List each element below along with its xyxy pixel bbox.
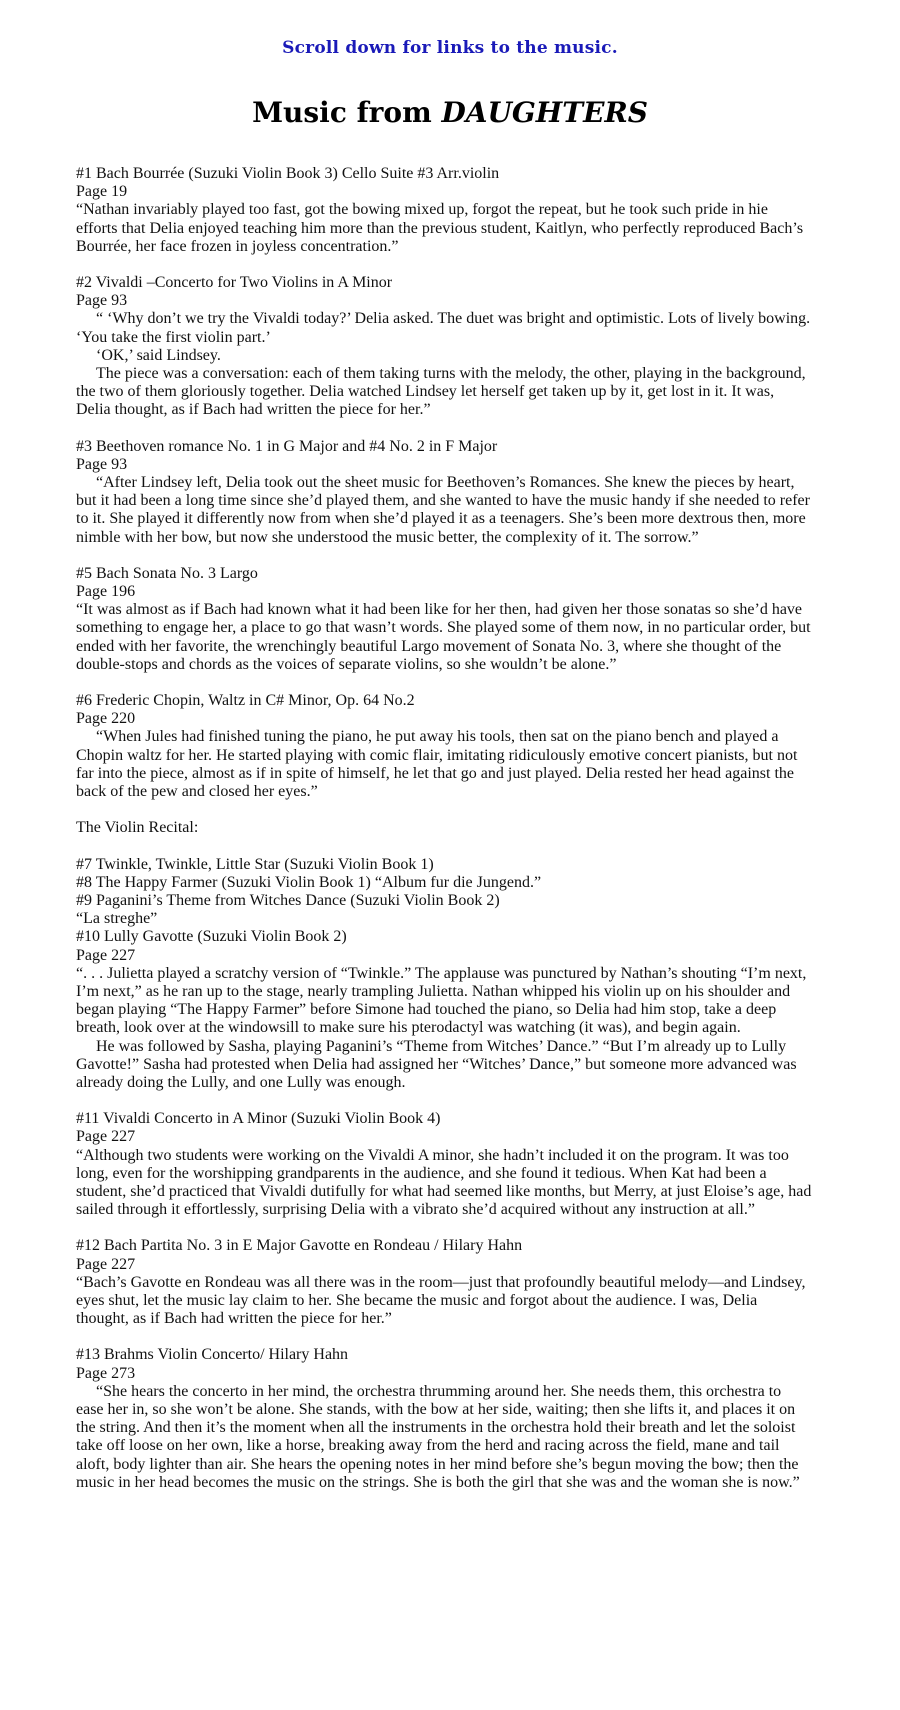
- recital-item: #8 The Happy Farmer (Suzuki Violin Book 1) “Album fur die Jungend.”: [76, 873, 542, 891]
- entry-heading: #5 Bach Sonata No. 3 Largo: [76, 564, 258, 582]
- entry-heading: #2 Vivaldi –Concerto for Two Violins in A Minor: [76, 274, 393, 292]
- violin-recital: [76, 819, 812, 1092]
- music-list: [76, 165, 812, 1510]
- entry-page: Page 19: [76, 183, 128, 201]
- music-entry-11: [76, 1110, 812, 1219]
- music-entry-3: [76, 438, 812, 547]
- entry-excerpt: “When Jules had finished tuning the piano, he put away his tools, then sat on the piano bench and played a Chopin waltz for her. He started playing with comic flair, imitating ridiculously emotive concert pianists, but not far into the piece, almost as if in spite of himself, he let that go and just played. Delia rested her head against the back of the pew and closed her eyes.”: [76, 728, 798, 801]
- entry-excerpt: ‘OK,’ said Lindsey.: [96, 346, 221, 364]
- entry-page: Page 227: [76, 1255, 136, 1273]
- entry-excerpt: “After Lindsey left, Delia took out the sheet music for Beethoven’s Romances. She knew the pieces by heart, but it had been a long time since she’d played them, and she wanted to have the music handy if she needed to refer to it. She played it differently now from when she’d played it as a teenagers. She’s been more dextrous then, more nimble with her bow, but now she understood the music better, the complexity of it. The sorrow.”: [76, 474, 810, 546]
- entry-excerpt: He was followed by Sasha, playing Paganini’s “Theme from Witches’ Dance.” “But I’m already up to Lully Gavotte!” Sasha had protested when Delia had assigned her “Witches’ Dance,” but someone more advanced was already doing the Lully, and one Lully was enough.: [76, 1037, 797, 1091]
- scroll-down-notice: Scroll down for links to the music.: [282, 38, 618, 58]
- entry-page: Page 93: [76, 455, 128, 473]
- music-entry-5: [76, 565, 812, 674]
- entry-excerpt: “She hears the concerto in her mind, the orchestra thrumming around her. She needs them, this orchestra to ease her in, so she won’t be alone. She stands, with the bow at her side, waiting; then she lifts it, and places it on the string. And then it’s the moment when all the instruments in the orchestra hold their breath and let the soloist take off loose on her own, like a horse, breaking away from the herd and racing across the field, mane and tail aloft, body lighter than air. She hears the opening notes in her mind before she’s begun moving the bow; then the music in her head becomes the music on the strings. She is both the girl that she was and the woman she is now.”: [76, 1382, 800, 1491]
- entry-excerpt: “Bach’s Gavotte en Rondeau was all there was in the room—just that profoundly beautiful melody—and Lindsey, eyes shut, let the music lay claim to her. She became the music and forgot about the audience. I was, Delia thought, as if Bach had written the piece for her.”: [76, 1273, 806, 1328]
- entry-excerpt: The piece was a conversation: each of them taking turns with the melody, the other, playing in the background, the two of them gloriously together. Delia watched Lindsey let herself get taken up by it, get lost in it. It was, Delia thought, as if Bach had written the piece for her.”: [76, 365, 806, 419]
- entry-excerpt: “. . . Julietta played a scratchy version of “Twinkle.” The applause was punctured by Nathan’s shouting “I’m next, I’m next,” as he ran up to the stage, nearly trampling Julietta. Nathan whipped his violin up on his shoulder and began playing “The Happy Farmer” before Simone had touched the piano, so Delia had him stop, take a deep breath, look over at the windowsill to make sure his pterodactyl was watching (it was), and begin again.: [76, 964, 807, 1037]
- music-entry-12: [76, 1237, 812, 1328]
- entry-heading: #12 Bach Partita No. 3 in E Major Gavotte en Rondeau / Hilary Hahn: [76, 1237, 523, 1255]
- music-entry-1: [76, 165, 812, 256]
- music-entry-6: [76, 692, 812, 801]
- entry-heading: #6 Frederic Chopin, Waltz in C# Minor, Op. 64 No.2: [76, 692, 415, 710]
- entry-excerpt: “It was almost as if Bach had known what it had been like for her then, had given her those sonatas so she’d have something to engage her, a place to go that wasn’t words. She played some of them now, in no particular order, but ended with her favorite, the wrenchingly beautiful Largo movement of Sonata No. 3, where she thought of the double-stops and chords as the voices of separate violins, so she wouldn’t be alone.”: [76, 601, 811, 673]
- entry-heading: #3 Beethoven romance No. 1 in G Major and #4 No. 2 in F Major: [76, 437, 498, 455]
- entry-excerpt: “Nathan invariably played too fast, got the bowing mixed up, forgot the repeat, but he took such pride in hie efforts that Delia enjoyed teaching him more than the previous student, Kaitlyn, who perfectly reproduced Bach’s Bourrée, her face frozen in joyless concentration.”: [76, 201, 804, 255]
- entry-heading: #11 Vivaldi Concerto in A Minor (Suzuki Violin Book 4): [76, 1110, 441, 1128]
- entry-excerpt: “Although two students were working on the Vivaldi A minor, she hadn’t included it on the program. It was too long, even for the worshipping grandparents in the audience, and she found it tedious. When Kat had been a student, she’d practiced that Vivaldi dutifully for what had seemed like months, but Merry, at just Eloise’s age, had sailed through it effortlessly, surprising Delia with a vibrato she’d acquired without any instruction at all.”: [76, 1146, 812, 1219]
- music-entry-2: [76, 274, 812, 420]
- entry-excerpt: “ ‘Why don’t we try the Vivaldi today?’ Delia asked. The duet was bright and optimistic. Lots of lively bowing. ‘You take the first violin part.’: [76, 310, 811, 346]
- title-prefix: Music from: [252, 96, 442, 129]
- entry-page: Page 227: [76, 1128, 136, 1146]
- recital-item: #7 Twinkle, Twinkle, Little Star (Suzuki Violin Book 1): [76, 855, 434, 873]
- recital-label: The Violin Recital:: [76, 819, 199, 837]
- recital-item: #10 Lully Gavotte (Suzuki Violin Book 2): [76, 928, 347, 946]
- title-book: DAUGHTERS: [441, 96, 648, 129]
- entry-heading: #1 Bach Bourrée (Suzuki Violin Book 3) Cello Suite #3 Arr.violin: [76, 165, 500, 182]
- entry-page: Page 220: [76, 710, 136, 728]
- page-title: [0, 96, 900, 129]
- entry-page: Page 196: [76, 583, 136, 601]
- music-entry-13: [76, 1346, 812, 1492]
- entry-heading: #13 Brahms Violin Concerto/ Hilary Hahn: [76, 1346, 349, 1364]
- entry-page: Page 273: [76, 1364, 136, 1382]
- recital-item: “La streghe”: [76, 910, 158, 928]
- entry-page: Page 93: [76, 292, 128, 310]
- recital-item: #9 Paganini’s Theme from Witches Dance (Suzuki Violin Book 2): [76, 891, 500, 909]
- entry-page: Page 227: [76, 946, 136, 964]
